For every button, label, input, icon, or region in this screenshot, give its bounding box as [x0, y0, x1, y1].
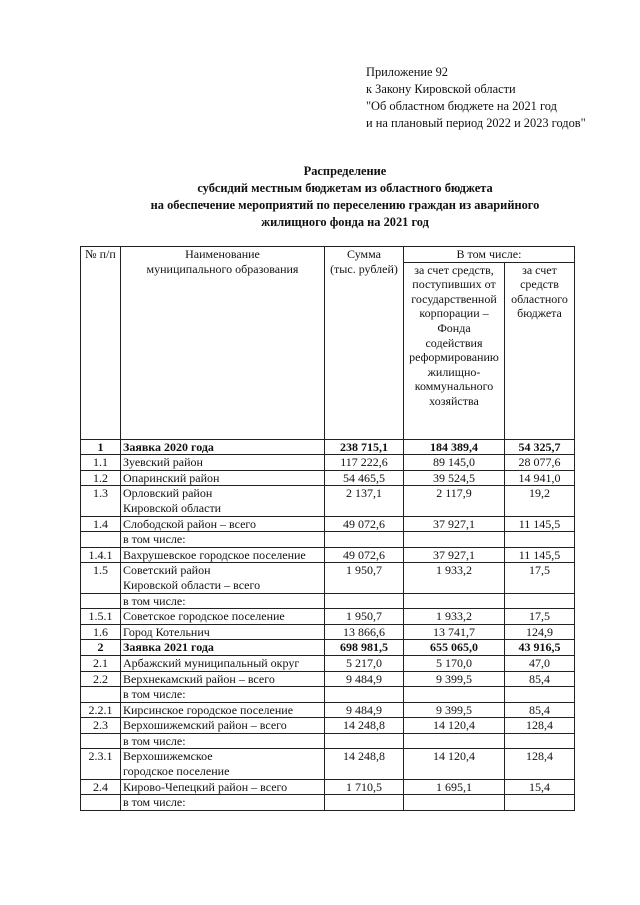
header-including: В том числе:: [404, 247, 575, 263]
table-row: [81, 486, 575, 516]
header-fund: за счет средств, поступивших от государственной корпорации – Фонда содействия реформированию жилищно- коммунального хозяйства: [404, 262, 505, 439]
table-row: [81, 779, 575, 795]
table-row: [81, 640, 575, 656]
row-name-cell: в том числе:: [121, 593, 325, 609]
header-sum: Сумма (тыс. рублей): [325, 247, 404, 440]
table-row: [81, 624, 575, 640]
row-sum-cell: [325, 733, 404, 749]
row-sum-cell: 2 137,1: [325, 486, 404, 516]
row-name-cell: Верхошижемское городское поселение: [121, 749, 325, 779]
row-num-cell: 2.2: [81, 671, 121, 687]
row-sum-cell: 117 222,6: [325, 455, 404, 471]
row-region-cell: 85,4: [505, 671, 575, 687]
row-sum-cell: 49 072,6: [325, 516, 404, 532]
row-fund-cell: 89 145,0: [404, 455, 505, 471]
row-num-cell: 1: [81, 439, 121, 455]
annex-line: "Об областном бюджете на 2021 год: [366, 99, 557, 113]
row-region-cell: [505, 795, 575, 811]
row-fund-cell: [404, 687, 505, 703]
table-row: [81, 532, 575, 548]
table-row: [81, 609, 575, 625]
row-fund-cell: 39 524,5: [404, 470, 505, 486]
row-region-cell: 11 145,5: [505, 547, 575, 563]
table-row: [81, 687, 575, 703]
row-sum-cell: 13 866,6: [325, 624, 404, 640]
row-sum-cell: 54 465,5: [325, 470, 404, 486]
title-line: на обеспечение мероприятий по переселению граждан из аварийного: [150, 198, 540, 212]
title-line: субсидий местным бюджетам из областного бюджета: [197, 181, 493, 195]
document-title: [60, 163, 630, 231]
row-region-cell: 15,4: [505, 779, 575, 795]
row-num-cell: 1.3: [81, 486, 121, 516]
title-line: жилищного фонда на 2021 год: [261, 215, 429, 229]
row-name-cell: Орловский район Кировской области: [121, 486, 325, 516]
row-num-cell: 1.6: [81, 624, 121, 640]
row-region-cell: 17,5: [505, 609, 575, 625]
table-row: [81, 795, 575, 811]
row-sum-cell: [325, 532, 404, 548]
row-region-cell: 19,2: [505, 486, 575, 516]
row-fund-cell: [404, 733, 505, 749]
row-num-cell: [81, 593, 121, 609]
row-fund-cell: 37 927,1: [404, 516, 505, 532]
row-num-cell: [81, 532, 121, 548]
row-num-cell: 2: [81, 640, 121, 656]
row-sum-cell: 5 217,0: [325, 655, 404, 671]
row-sum-cell: 49 072,6: [325, 547, 404, 563]
row-num-cell: 1.4: [81, 516, 121, 532]
row-num-cell: 2.3.1: [81, 749, 121, 779]
row-sum-cell: 14 248,8: [325, 718, 404, 734]
table-row: [81, 470, 575, 486]
row-num-cell: 2.1: [81, 655, 121, 671]
row-sum-cell: [325, 795, 404, 811]
row-name-cell: Советское городское поселение: [121, 609, 325, 625]
header-row: [81, 247, 575, 263]
row-num-cell: 2.2.1: [81, 702, 121, 718]
row-fund-cell: 9 399,5: [404, 702, 505, 718]
row-sum-cell: 698 981,5: [325, 640, 404, 656]
row-name-cell: Кирсинское городское поселение: [121, 702, 325, 718]
row-name-cell: в том числе:: [121, 733, 325, 749]
row-fund-cell: 14 120,4: [404, 749, 505, 779]
table-row: [81, 516, 575, 532]
row-num-cell: 1.1: [81, 455, 121, 471]
row-fund-cell: 184 389,4: [404, 439, 505, 455]
table-row: [81, 455, 575, 471]
title-line: Распределение: [303, 164, 387, 178]
row-num-cell: [81, 687, 121, 703]
header-region: за счет средств областного бюджета: [505, 262, 575, 439]
table-row: [81, 593, 575, 609]
table-row: [81, 749, 575, 779]
row-num-cell: 1.4.1: [81, 547, 121, 563]
row-region-cell: [505, 687, 575, 703]
row-region-cell: 28 077,6: [505, 455, 575, 471]
annex-line: Приложение 92: [366, 65, 448, 79]
table-row: [81, 733, 575, 749]
row-region-cell: [505, 733, 575, 749]
row-fund-cell: 1 933,2: [404, 563, 505, 593]
row-region-cell: 11 145,5: [505, 516, 575, 532]
row-name-cell: Заявка 2021 года: [121, 640, 325, 656]
table-row: [81, 702, 575, 718]
row-region-cell: [505, 593, 575, 609]
row-region-cell: 124,9: [505, 624, 575, 640]
row-region-cell: 128,4: [505, 749, 575, 779]
row-name-cell: Город Котельнич: [121, 624, 325, 640]
header-name: Наименование муниципального образования: [121, 247, 325, 440]
row-region-cell: 47,0: [505, 655, 575, 671]
row-fund-cell: 655 065,0: [404, 640, 505, 656]
row-fund-cell: 2 117,9: [404, 486, 505, 516]
row-sum-cell: 238 715,1: [325, 439, 404, 455]
row-num-cell: 1.2: [81, 470, 121, 486]
row-name-cell: Арбажский муниципальный округ: [121, 655, 325, 671]
subsidy-table: [80, 246, 575, 811]
row-name-cell: Вахрушевское городское поселение: [121, 547, 325, 563]
row-fund-cell: 1 933,2: [404, 609, 505, 625]
row-name-cell: в том числе:: [121, 687, 325, 703]
table-row: [81, 671, 575, 687]
row-fund-cell: [404, 593, 505, 609]
row-region-cell: 14 941,0: [505, 470, 575, 486]
row-sum-cell: 14 248,8: [325, 749, 404, 779]
row-num-cell: 2.3: [81, 718, 121, 734]
row-num-cell: 2.4: [81, 779, 121, 795]
row-sum-cell: 1 950,7: [325, 609, 404, 625]
row-region-cell: 54 325,7: [505, 439, 575, 455]
row-region-cell: 43 916,5: [505, 640, 575, 656]
row-name-cell: Верхошижемский район – всего: [121, 718, 325, 734]
header-num: № п/п: [81, 247, 121, 440]
row-name-cell: Слободской район – всего: [121, 516, 325, 532]
row-name-cell: Опаринский район: [121, 470, 325, 486]
row-region-cell: 128,4: [505, 718, 575, 734]
row-num-cell: 1.5.1: [81, 609, 121, 625]
row-fund-cell: 37 927,1: [404, 547, 505, 563]
annex-line: и на плановый период 2022 и 2023 годов": [366, 116, 586, 130]
row-sum-cell: [325, 593, 404, 609]
annex-line: к Закону Кировской области: [366, 82, 516, 96]
row-fund-cell: [404, 795, 505, 811]
row-name-cell: Заявка 2020 года: [121, 439, 325, 455]
row-num-cell: [81, 733, 121, 749]
row-name-cell: Зуевский район: [121, 455, 325, 471]
table-row: [81, 655, 575, 671]
row-fund-cell: 5 170,0: [404, 655, 505, 671]
annex-header: [366, 64, 586, 132]
row-name-cell: в том числе:: [121, 795, 325, 811]
table-row: [81, 563, 575, 593]
row-num-cell: 1.5: [81, 563, 121, 593]
row-num-cell: [81, 795, 121, 811]
table-body: [81, 439, 575, 810]
row-sum-cell: 1 950,7: [325, 563, 404, 593]
row-sum-cell: 9 484,9: [325, 702, 404, 718]
table-row: [81, 439, 575, 455]
row-region-cell: [505, 532, 575, 548]
row-fund-cell: 1 695,1: [404, 779, 505, 795]
table-row: [81, 547, 575, 563]
row-fund-cell: 13 741,7: [404, 624, 505, 640]
row-sum-cell: 9 484,9: [325, 671, 404, 687]
row-name-cell: Советский район Кировской области – всего: [121, 563, 325, 593]
row-fund-cell: 9 399,5: [404, 671, 505, 687]
row-name-cell: Верхнекамский район – всего: [121, 671, 325, 687]
table-row: [81, 718, 575, 734]
row-name-cell: в том числе:: [121, 532, 325, 548]
row-fund-cell: 14 120,4: [404, 718, 505, 734]
row-name-cell: Кирово-Чепецкий район – всего: [121, 779, 325, 795]
row-region-cell: 85,4: [505, 702, 575, 718]
row-sum-cell: 1 710,5: [325, 779, 404, 795]
row-fund-cell: [404, 532, 505, 548]
row-sum-cell: [325, 687, 404, 703]
row-region-cell: 17,5: [505, 563, 575, 593]
